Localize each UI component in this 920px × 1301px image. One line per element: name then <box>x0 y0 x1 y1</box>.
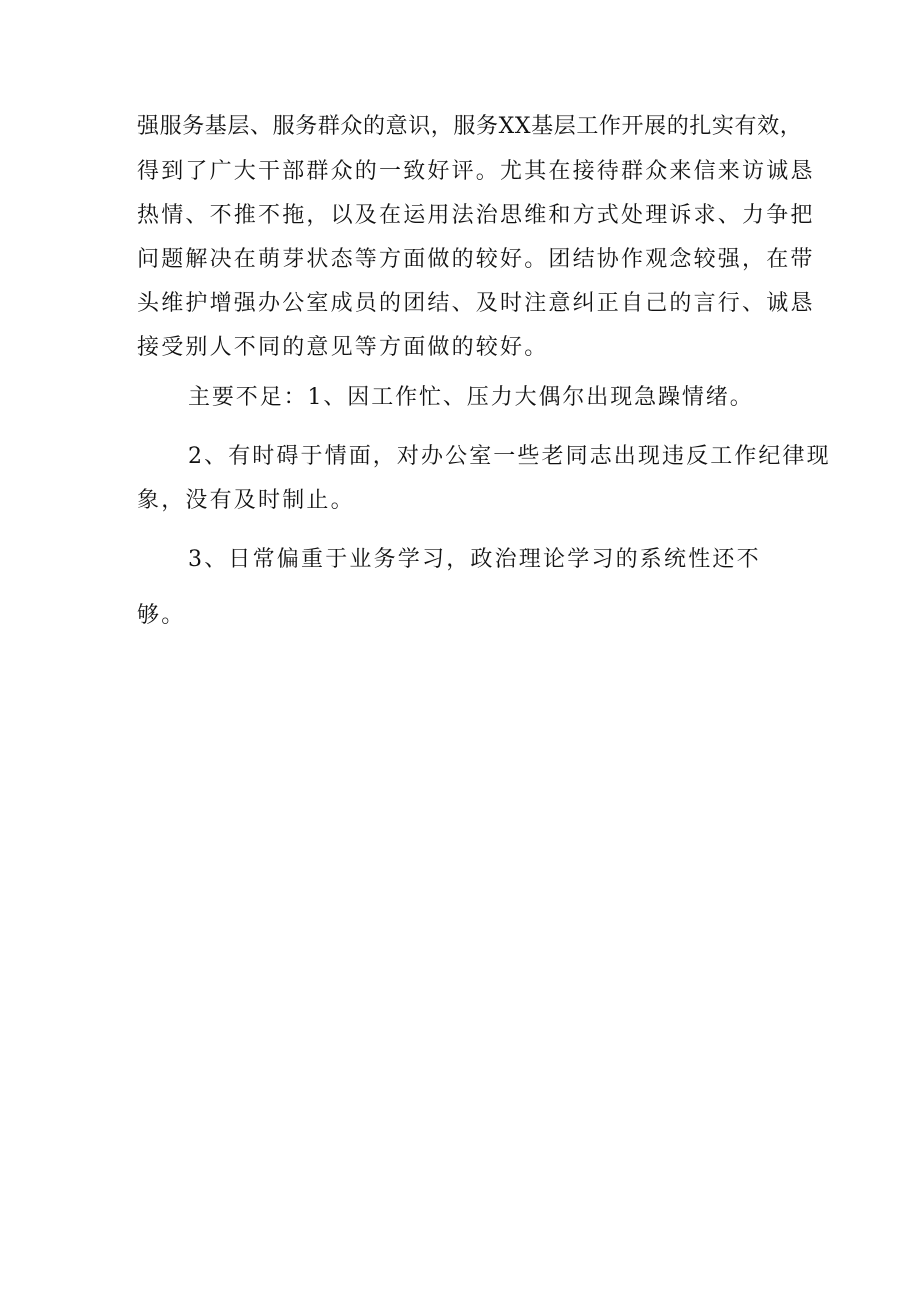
paragraph-line-6: 接受别人不同的意见等方面做的较好。 <box>137 335 549 360</box>
shortcoming-3-line-1: 3、日常偏重于业务学习，政治理论学习的系统性还不 <box>188 547 761 572</box>
paragraph-line-1: 强服务基层、服务群众的意识，服务XX基层工作开展的扎实有效， <box>137 114 803 139</box>
paragraph-line-4: 问题解决在萌芽状态等方面做的较好。团结协作观念较强，在带 <box>137 247 815 272</box>
shortcoming-3-line-2: 够。 <box>137 603 186 628</box>
paragraph-line-5: 头维护增强办公室成员的团结、及时注意纠正自己的言行、诚恳 <box>137 291 815 316</box>
shortcoming-2-line-2: 象，没有及时制止。 <box>137 488 355 513</box>
shortcomings-heading-line: 主要不足：1、因工作忙、压力大偶尔出现急躁情绪。 <box>188 385 754 410</box>
paragraph-line-3: 热情、不推不拖，以及在运用法治思维和方式处理诉求、力争把 <box>137 203 815 228</box>
shortcoming-2-line-1: 2、有时碍于情面，对办公室一些老同志出现违反工作纪律现 <box>188 444 831 469</box>
paragraph-line-2: 得到了广大干部群众的一致好评。尤其在接待群众来信来访诚恳 <box>137 159 815 184</box>
